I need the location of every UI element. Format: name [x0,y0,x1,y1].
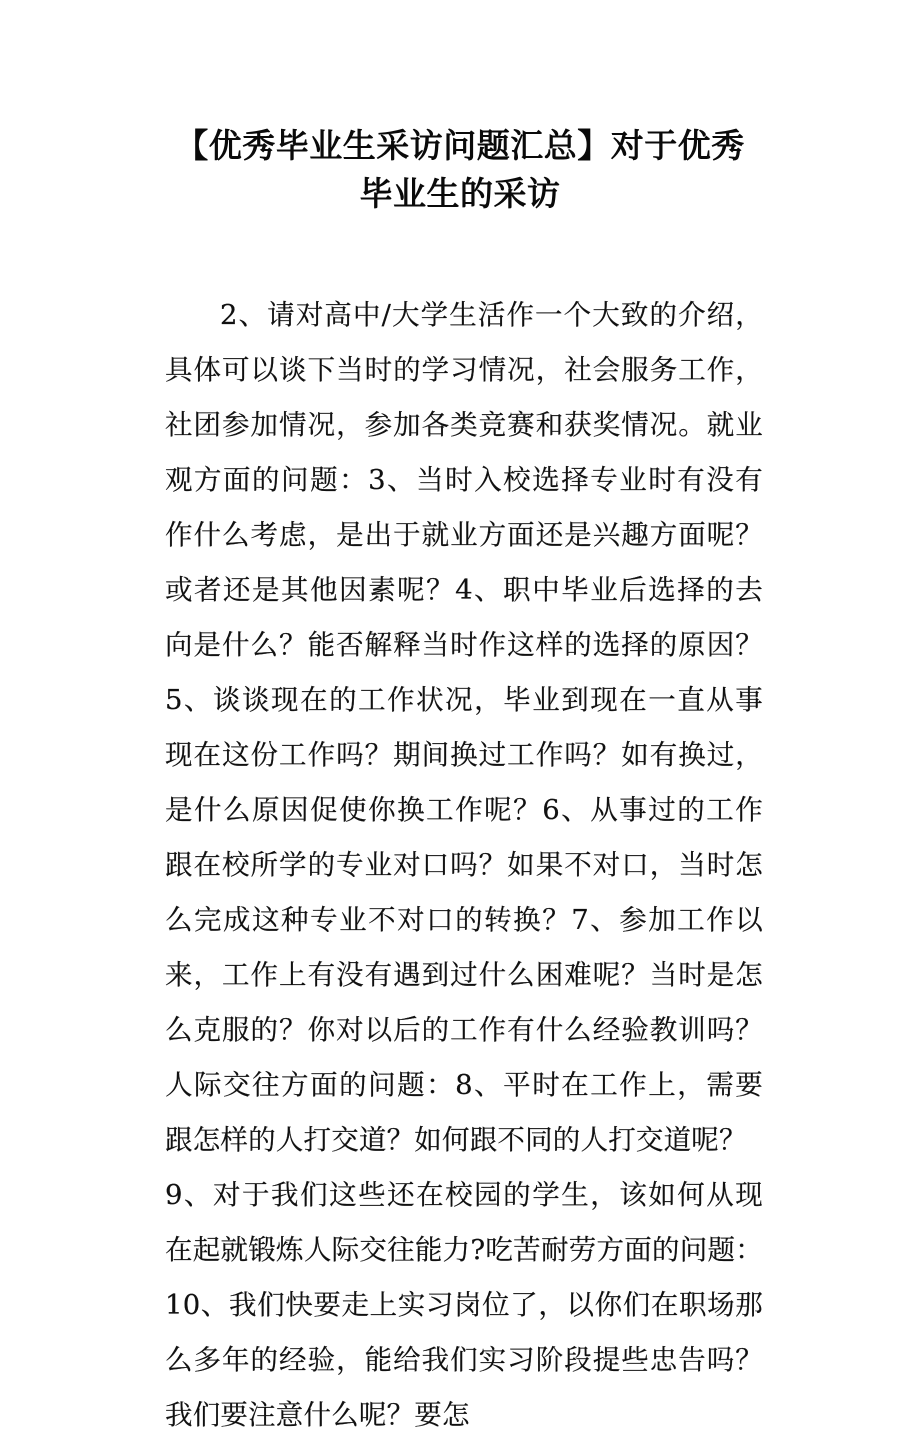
body-paragraph-2: 9、对于我们这些还在校园的学生，该如何从现在起就锻炼人际交往能力?吃苦耐劳方面的问题：10、我们快要走上实习岗位了，以你们在职场那么多年的经验，能给我们实习阶段提些忠告吗？我们要注意什么呢？要怎 [165,1179,763,1431]
page-title-line-2: 毕业生的采访 [359,174,561,213]
document-body [165,288,763,1443]
body-paragraph-1: 2、请对高中/大学生活作一个大致的介绍，具体可以谈下当时的学习情况，社会服务工作，社团参加情况，参加各类竞赛和获奖情况。就业观方面的问题：3、当时入校选择专业时有没有作什么考虑，是出于就业方面还是兴趣方面呢？或者还是其他因素呢？4、职中毕业后选择的去向是什么？能否解释当时作这样的选择的原因？5、谈谈现在的工作状况，毕业到现在一直从事现在这份工作吗？期间换过工作吗？如有换过，是什么原因促使你换工作呢？6、从事过的工作跟在校所学的专业对口吗？如果不对口，当时怎么完成这种专业不对口的转换？7、参加工作以来，工作上有没有遇到过什么困难呢？当时是怎么克服的？你对以后的工作有什么经验教训吗？人际交往方面的问题：8、平时在工作上，需要跟怎样的人打交道？如何跟不同的人打交道呢？ [165,299,763,1156]
page-title [160,122,760,218]
page-title-line-1: 【优秀毕业生采访问题汇总】对于优秀 [175,126,745,165]
